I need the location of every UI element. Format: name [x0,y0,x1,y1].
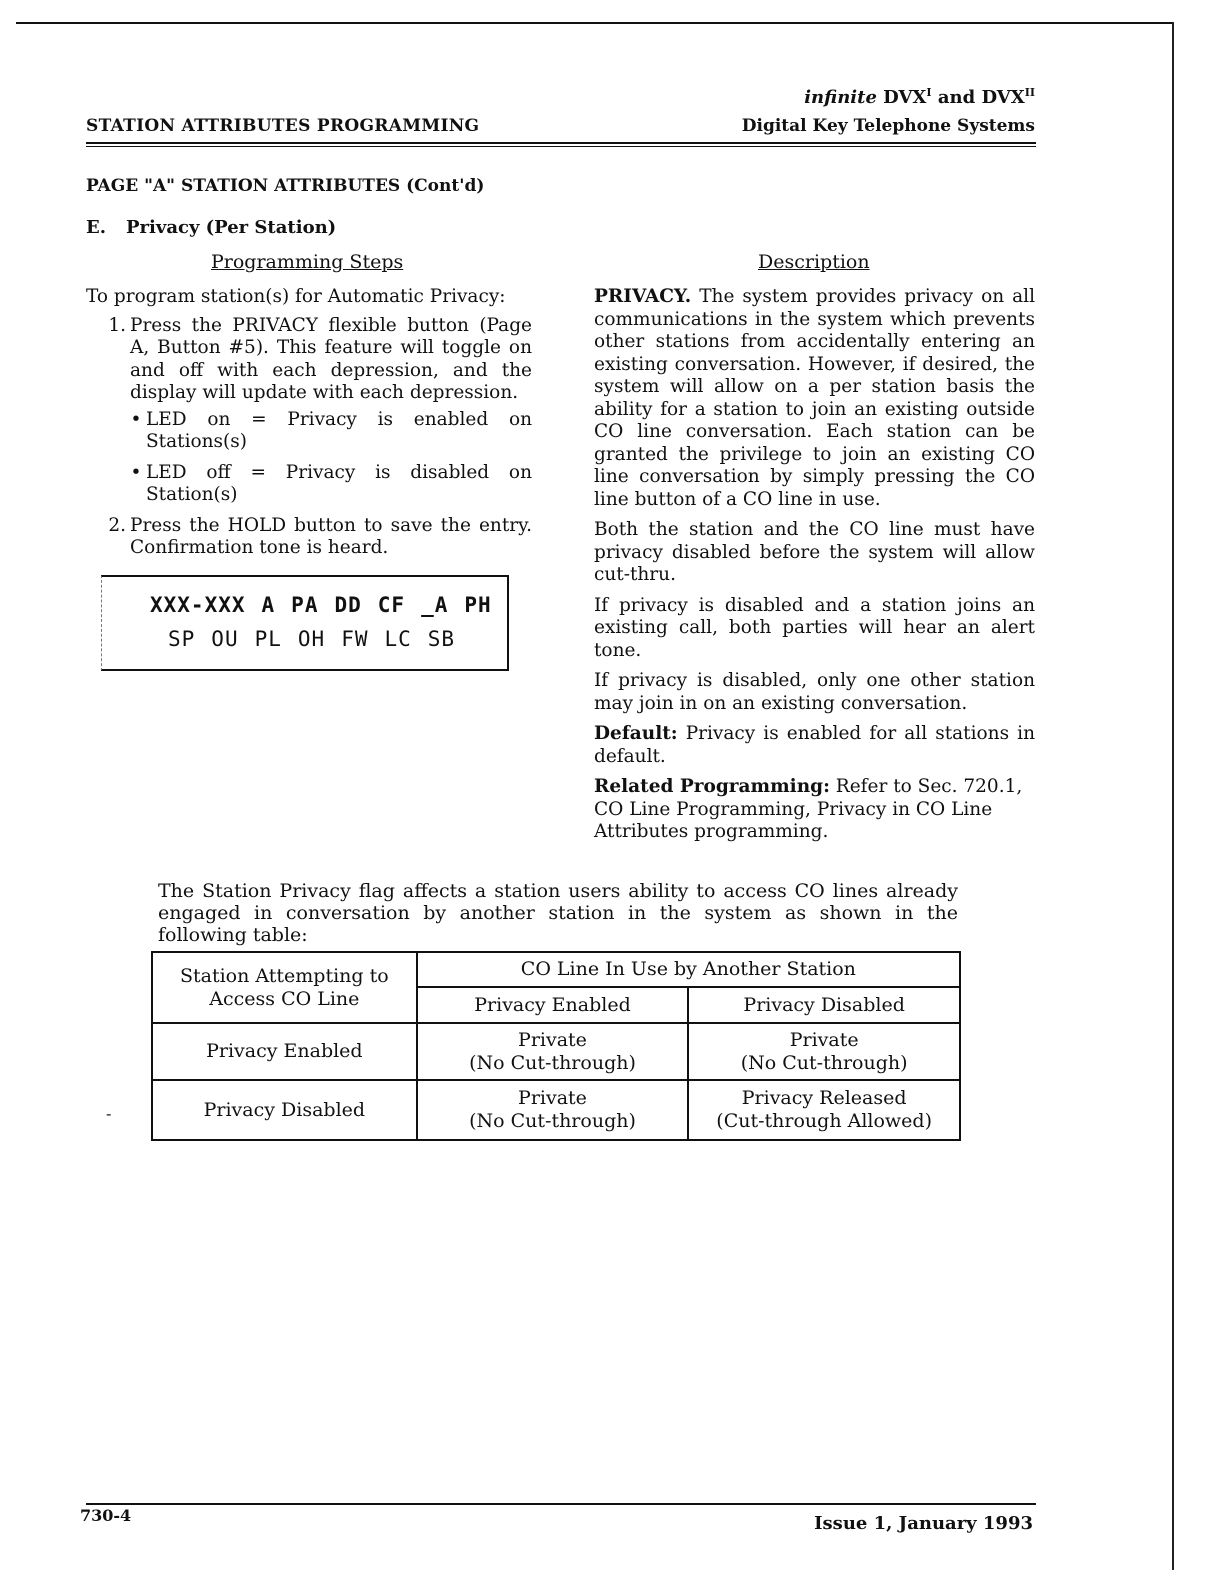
header-product-line: Digital Key Telephone Systems [741,116,1035,136]
lcd-dd: DD [334,593,362,617]
row-label: Privacy Disabled [152,1080,417,1140]
table-row [152,1023,960,1080]
cell-line-1: Private [789,1028,859,1051]
product-sup2: II [1024,86,1035,99]
lcd-privacy: _A [421,593,449,617]
step-1-number: 1. [108,314,126,336]
table-col-privacy-enabled: Privacy Enabled [417,987,689,1023]
privacy-text: The system provides privacy on all communications in the system which prevents other stations from accidentally entering an existing conversation. However, if desired, the system will allow on a per station basis the ability for a station to join an existing outside CO line conversation. Each station can be granted the privilege to join an existing CO line conversation by simply pressing the CO line button of a CO line in use. [594,286,1035,510]
bullet-led-on [126,409,532,454]
programming-steps [86,286,532,564]
issue-date: Issue 1, January 1993 [814,1513,1033,1534]
lcd-station-range: XXX-XXX [150,593,246,617]
table-row [152,1080,960,1140]
lcd-oh: OH [297,627,326,651]
related-label: Related Programming: [594,776,830,797]
privacy-paragraph [594,286,1035,511]
cell-line-1: Private [518,1028,587,1051]
lcd-display [101,575,509,671]
table-corner-header [152,952,417,1023]
cell-line-2: (No Cut-through) [740,1051,908,1074]
cut-thru-paragraph: Both the station and the CO line must have privacy disabled before the system will allow cut-thru. [594,519,1035,585]
bullet-icon: • [130,408,142,430]
step-2-number: 2. [108,514,126,536]
table-cell [417,1023,689,1080]
lcd-row-1 [150,593,508,617]
product-name [804,86,1035,108]
bullet-led-on-text: LED on = Privacy is enabled on Stations(s) [146,408,532,452]
programming-steps-heading: Programming Steps [211,251,404,273]
table-cell [417,1080,689,1140]
lcd-cf: CF [377,593,406,617]
cell-line-1: Privacy Released [741,1087,907,1109]
table-col-privacy-disabled: Privacy Disabled [688,987,960,1023]
subsection-letter: E. [86,217,106,238]
corner-line-1: Station Attempting to [179,964,389,987]
product-and: and [937,87,976,108]
subsection-title: Privacy (Per Station) [126,217,337,238]
lcd-row-2 [168,627,471,651]
corner-line-2: Access CO Line [209,987,360,1010]
lcd-sb: SB [427,627,456,651]
right-border-rule [1172,22,1174,1570]
product-italic: infinite [804,87,877,108]
description-text [594,286,1035,852]
steps-intro: To program station(s) for Automatic Privacy: [86,286,506,307]
default-label: Default: [594,723,678,744]
lcd-sp: SP [168,627,196,651]
step-1 [86,315,532,405]
product-dvx2: DVX [981,87,1025,108]
product-dvx1: DVX [883,87,927,108]
step-2 [86,515,532,560]
footer-rule [86,1503,1036,1505]
cell-line-2: (No Cut-through) [469,1051,636,1074]
table-intro: The Station Privacy flag affects a station users ability to access CO lines already engaged in conversation by another station in the system as shown in the following table: [158,880,958,946]
table-cell [688,1080,960,1140]
default-text: Privacy is enabled for all stations in default. [594,723,1035,767]
top-border-rule [16,22,1174,24]
header-rule [86,142,1036,144]
row-label: Privacy Enabled [152,1023,417,1080]
privacy-label: PRIVACY. [594,286,692,307]
step-2-text: Press the HOLD button to save the entry. Confirmation tone is heard. [130,514,532,558]
alert-tone-paragraph: If privacy is disabled and a station joins an existing call, both parties will hear an alert tone. [594,594,1035,661]
lcd-lc: LC [384,627,412,651]
lcd-pl: PL [254,627,282,651]
product-sup1: I [926,86,932,99]
table-group-header: CO Line In Use by Another Station [417,952,960,987]
default-paragraph [594,723,1035,768]
lcd-fw: FW [341,627,369,651]
margin-mark: - [106,1104,112,1123]
lcd-pa: PA [291,593,319,617]
related-text: Refer to Sec. 720.1, CO Line Programming, Privacy in CO Line Attributes programming. [594,776,1023,842]
cell-line-1: Private [518,1087,587,1109]
lcd-ou: OU [211,627,239,651]
cell-line-2: (Cut-through Allowed) [716,1110,932,1132]
lcd-ph: PH [464,593,492,617]
one-station-paragraph: If privacy is disabled, only one other station may join in on an existing conversation. [594,670,1035,714]
step-1-text: Press the PRIVACY flexible button (Page A, Button #5). This feature will toggle on and off with each depression, and the display will update with each depression. [130,314,532,403]
header-rule-thin [86,146,1036,147]
table-cell [688,1023,960,1080]
description-heading: Description [758,251,870,273]
bullet-led-off-text: LED off = Privacy is disabled on Station(s) [146,461,532,505]
lcd-a: A [261,593,276,617]
section-title: PAGE "A" STATION ATTRIBUTES (Cont'd) [86,176,485,196]
privacy-table [151,951,961,1141]
related-programming-paragraph [594,776,1035,844]
cell-line-2: (No Cut-through) [469,1110,636,1132]
bullet-icon: • [130,461,142,483]
bullet-led-off [126,462,532,507]
page-number: 730-4 [80,1506,132,1525]
header-left-title: STATION ATTRIBUTES PROGRAMMING [86,116,480,136]
